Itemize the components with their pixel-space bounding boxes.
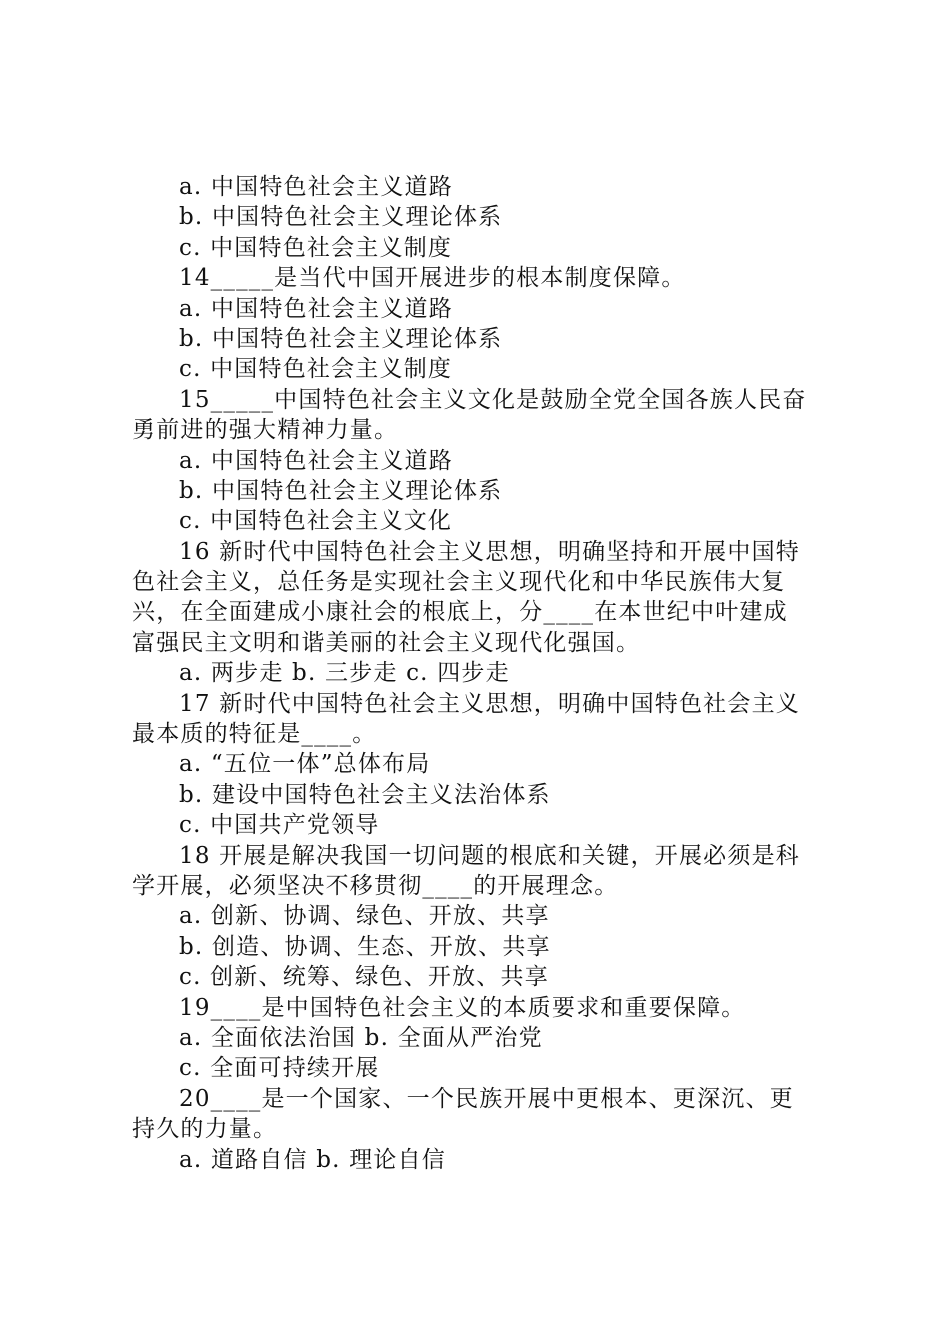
text-line: b. 建设中国特色社会主义法治体系 — [179, 781, 551, 808]
text-line: a. 创新、协调、绿色、开放、共享 — [179, 903, 550, 930]
text-line: c. 中国特色社会主义文化 — [179, 508, 453, 535]
document-body — [132, 172, 832, 1175]
text-line: 17 新时代中国特色社会主义思想，明确中国特色社会主义 — [179, 690, 800, 717]
text-line: 18 开展是解决我国一切问题的根底和关键，开展必须是科 — [179, 842, 800, 869]
text-line: c. 全面可持续开展 — [179, 1055, 380, 1082]
text-line: 20____是一个国家、一个民族开展中更根本、更深沉、更 — [179, 1085, 794, 1112]
text-line: 富强民主文明和谐美丽的社会主义现代化强国。 — [132, 629, 641, 656]
text-line: 勇前进的强大精神力量。 — [132, 417, 399, 444]
text-line: 持久的力量。 — [132, 1116, 278, 1143]
text-line: b. 中国特色社会主义理论体系 — [179, 477, 503, 504]
text-line: b. 中国特色社会主义理论体系 — [179, 204, 503, 231]
text-line: 最本质的特征是____。 — [132, 721, 377, 748]
text-line: a. 全面依法治国 b. 全面从严治党 — [179, 1024, 543, 1051]
document-page — [132, 172, 832, 1175]
text-line: 19____是中国特色社会主义的本质要求和重要保障。 — [179, 994, 746, 1021]
text-line: 学开展，必须坚决不移贯彻____的开展理念。 — [132, 872, 619, 899]
text-line: a. 中国特色社会主义道路 — [179, 447, 453, 474]
text-line: b. 中国特色社会主义理论体系 — [179, 325, 503, 352]
text-line: 色社会主义，总任务是实现社会主义现代化和中华民族伟大复 — [132, 569, 786, 596]
text-line: 14_____是当代中国开展进步的根本制度保障。 — [179, 265, 686, 292]
text-line: a. 中国特色社会主义道路 — [179, 295, 453, 322]
text-line: c. 中国特色社会主义制度 — [179, 356, 453, 383]
text-line: a. “五位一体”总体布局 — [179, 751, 431, 778]
text-line: 15_____中国特色社会主义文化是鼓励全党全国各族人民奋 — [179, 386, 807, 413]
text-line: c. 中国共产党领导 — [179, 812, 380, 839]
text-line: 兴，在全面建成小康社会的根底上，分____在本世纪中叶建成 — [132, 599, 788, 626]
text-line: c. 中国特色社会主义制度 — [179, 234, 453, 261]
text-line: c. 创新、统筹、绿色、开放、共享 — [179, 964, 549, 991]
text-line: b. 创造、协调、生态、开放、共享 — [179, 933, 551, 960]
text-line: a. 中国特色社会主义道路 — [179, 174, 453, 200]
text-line: a. 两步走 b. 三步走 c. 四步走 — [179, 660, 510, 687]
text-line: a. 道路自信 b. 理论自信 — [179, 1146, 446, 1173]
text-line: 16 新时代中国特色社会主义思想，明确坚持和开展中国特 — [179, 538, 800, 565]
